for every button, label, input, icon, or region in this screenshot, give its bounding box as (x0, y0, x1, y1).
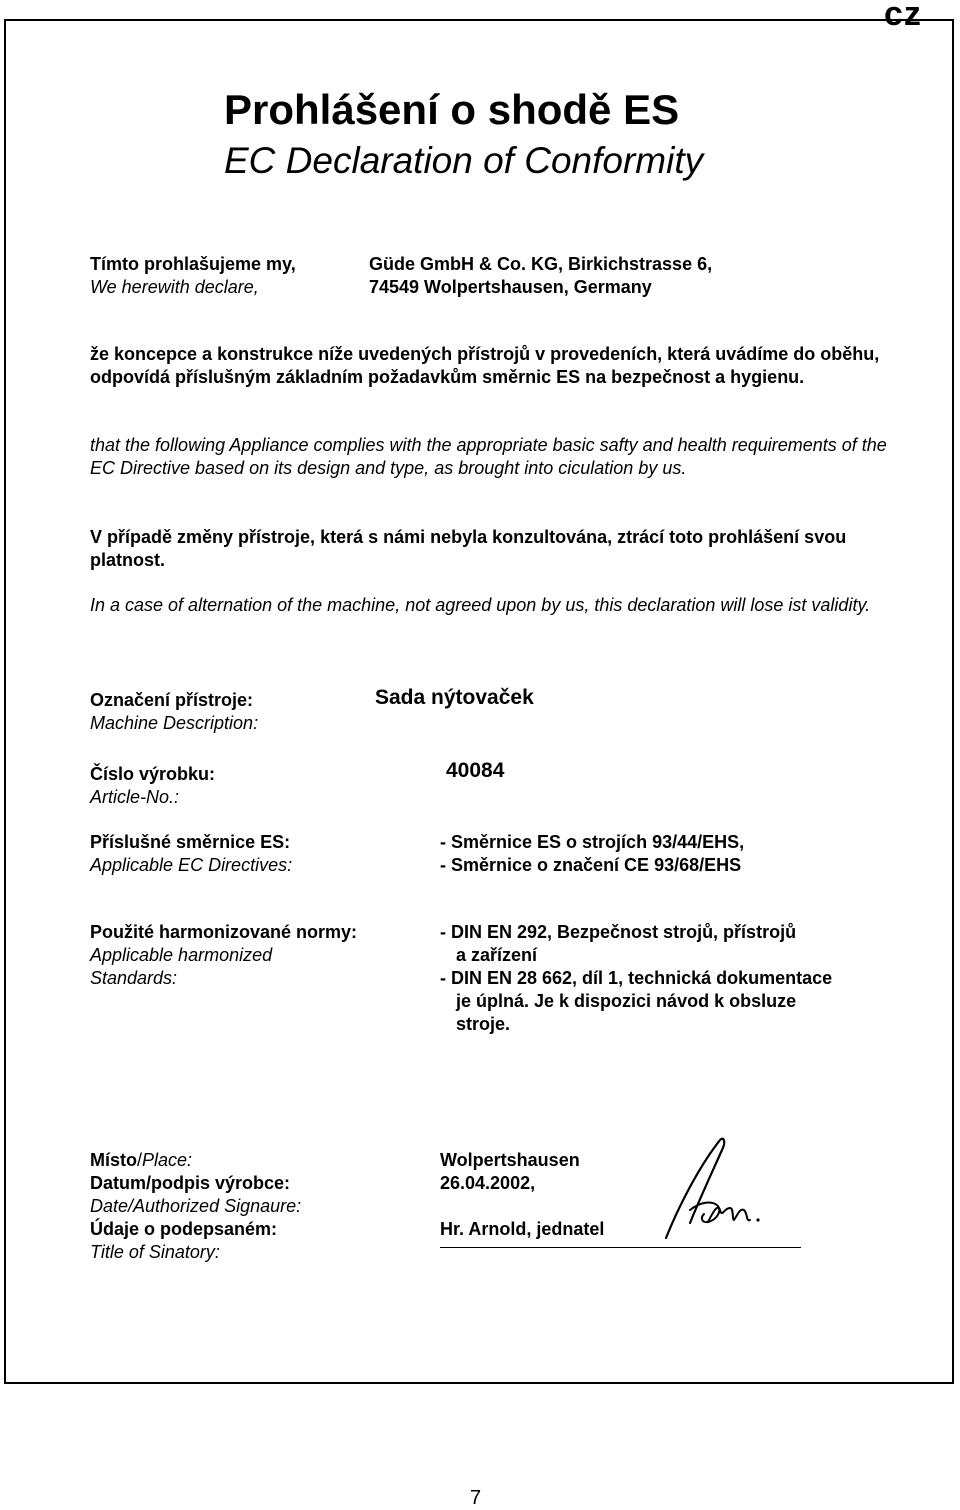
language-tag: cz (884, 0, 922, 33)
title-english: EC Declaration of Conformity (224, 140, 704, 181)
declare-label-czech: Tímto prohlašujeme my, (90, 254, 296, 274)
company-address-line2: 74549 Wolpertshausen, Germany (369, 277, 652, 297)
signatory-label-english: Title of Sinatory: (90, 1242, 220, 1262)
handwritten-signature (660, 1128, 770, 1248)
directives-label-czech: Příslušné směrnice ES: (90, 832, 291, 852)
title-czech: Prohlášení o shodě ES (224, 86, 680, 133)
date-label-czech: Datum/podpis výrobce: (90, 1173, 291, 1193)
date-label-english: Date/Authorized Signaure: (90, 1196, 302, 1216)
article-label-czech: Číslo výrobku: (90, 764, 216, 784)
article-label-english: Article-No.: (90, 787, 180, 807)
conformity-text-czech: že koncepce a konstrukce níže uvedených přístrojů v provedeních, která uvádíme do oběhu, odpovídá příslušným základním požadavkům směrnic ES na bezpečnost a hygienu. (90, 344, 880, 387)
directives-label-english: Applicable EC Directives: (90, 855, 293, 875)
standards-label-english: Applicable harmonized (90, 945, 273, 965)
standard-line: - DIN EN 292, Bezpečnost strojů, přístrojů (440, 922, 797, 942)
signatory-value: Hr. Arnold, jednatel (440, 1219, 605, 1239)
place-label-separator: / (137, 1150, 143, 1170)
standard-line: stroje. (456, 1014, 511, 1034)
machine-label-czech: Označení přístroje: (90, 690, 254, 710)
conformity-text-english: that the following Appliance complies with the appropriate basic safty and health requirements of the EC Directive based on its design and type, as brought into ciculation by us. (90, 435, 887, 478)
standards-label-czech: Použité harmonizované normy: (90, 922, 358, 942)
validity-text-english: In a case of alternation of the machine, not agreed upon by us, this declaration will lose ist validity. (90, 595, 871, 615)
declare-label-english: We herewith declare, (90, 277, 259, 297)
directive-item: - Směrnice ES o strojích 93/44/EHS, (440, 832, 745, 852)
machine-description-value: Sada nýtovaček (375, 686, 534, 709)
place-label-english: Place: (142, 1150, 193, 1170)
place-label-czech: Místo (90, 1150, 137, 1170)
standard-line: a zařízení (456, 945, 538, 965)
standard-line: je úplná. Je k dispozici návod k obsluze (456, 991, 797, 1011)
place-value: Wolpertshausen (440, 1150, 580, 1170)
machine-label-english: Machine Description: (90, 713, 259, 733)
article-number-value: 40084 (446, 759, 505, 782)
standards-label-english: Standards: (90, 968, 178, 988)
date-value: 26.04.2002, (440, 1173, 536, 1193)
signatory-label-czech: Údaje o podepsaném: (90, 1219, 278, 1239)
directive-item: - Směrnice o značení CE 93/68/EHS (440, 855, 742, 875)
validity-text-czech: V případě změny přístroje, která s námi nebyla konzultována, ztrácí toto prohlášení svou platnost. (90, 527, 847, 570)
standard-line: - DIN EN 28 662, díl 1, technická dokumentace (440, 968, 833, 988)
page-number: 7 (470, 1487, 482, 1509)
place-label (90, 1148, 192, 1172)
company-address-line1: Güde GmbH & Co. KG, Birkichstrasse 6, (369, 254, 713, 274)
